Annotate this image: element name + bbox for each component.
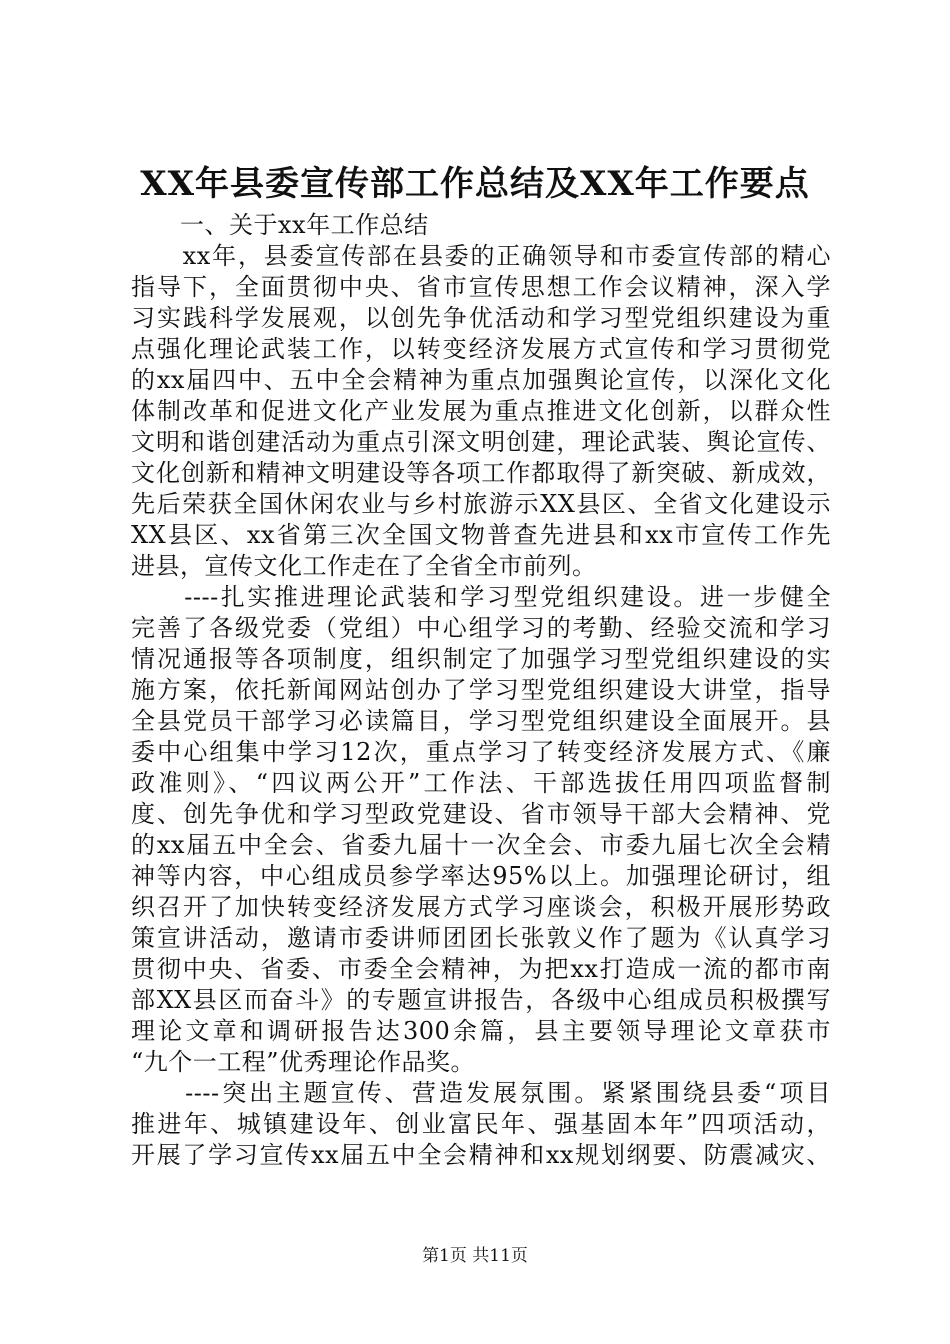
text-line: 贯彻中央、省委、市委全会精神，为把xx打造成一流的都市南 (131, 955, 831, 983)
text-line: 习实践科学发展观，以创先争优活动和学习型党组织建设为重 (131, 304, 831, 332)
text-line: 进县，宣传文化工作走在了全省全市前列。 (131, 552, 597, 580)
text-line: 的xx届五中全会、省委九届十一次全会、市委九届七次全会精 (131, 831, 831, 859)
text-line: 织召开了加快转变经济发展方式学习座谈会，积极开展形势政 (131, 893, 831, 921)
document-title: XX年县委宣传部工作总结及XX年工作要点 (140, 164, 810, 204)
text-line: 点强化理论武装工作，以转变经济发展方式宣传和学习贯彻党 (131, 335, 831, 363)
text-line: 文化创新和精神文明建设等各项工作都取得了新突破、新成效， (131, 459, 831, 487)
text-line: 的xx届四中、五中全会精神为重点加强舆论宣传，以深化文化 (131, 366, 831, 394)
text-line: 委中心组集中学习12次，重点学习了转变经济发展方式、《廉 (131, 738, 831, 766)
text-line: 策宣讲活动，邀请市委讲师团团长张敦义作了题为《认真学习 (131, 924, 831, 952)
page-footer: 第1页 共11页 (422, 1246, 528, 1266)
document-body (131, 210, 831, 1171)
text-line: 部XX县区而奋斗》的专题宣讲报告，各级中心组成员积极撰写 (131, 986, 831, 1014)
text-line: 理论文章和调研报告达300余篇，县主要领导理论文章获市 (131, 1017, 831, 1045)
text-line: 推进年、城镇建设年、创业富民年、强基固本年”四项活动， (131, 1110, 831, 1138)
text-line: 政准则》、“四议两公开”工作法、干部选拔任用四项监督制 (131, 769, 831, 797)
text-line: 文明和谐创建活动为重点引深文明创建，理论武装、舆论宣传、 (131, 428, 831, 456)
text-line: xx年，县委宣传部在县委的正确领导和市委宣传部的精心 (131, 242, 831, 270)
text-line: ----扎实推进理论武装和学习型党组织建设。进一步健全 (131, 583, 831, 611)
text-line: 度、创先争优和学习型政党建设、省市领导干部大会精神、党 (131, 800, 831, 828)
text-line: 先后荣获全国休闲农业与乡村旅游示XX县区、全省文化建设示 (131, 490, 831, 518)
text-line: 神等内容，中心组成员参学率达95%以上。加强理论研讨，组 (131, 862, 831, 890)
text-line: 一、关于xx年工作总结 (131, 211, 429, 239)
text-line: 指导下，全面贯彻中央、省市宣传思想工作会议精神，深入学 (131, 273, 831, 301)
text-line: 全县党员干部学习必读篇目，学习型党组织建设全面展开。县 (131, 707, 831, 735)
text-line: 完善了各级党委（党组）中心组学习的考勤、经验交流和学习 (131, 614, 831, 642)
text-line: 施方案，依托新闻网站创办了学习型党组织建设大讲堂，指导 (131, 676, 831, 704)
text-line: ----突出主题宣传、营造发展氛围。紧紧围绕县委“项目 (131, 1079, 831, 1107)
text-line: “九个一工程”优秀理论作品奖。 (131, 1048, 476, 1076)
text-line: 开展了学习宣传xx届五中全会精神和xx规划纲要、防震减灾、 (131, 1141, 831, 1169)
text-line: XX县区、xx省第三次全国文物普查先进县和xx市宣传工作先 (131, 521, 831, 549)
text-line: 体制改革和促进文化产业发展为重点推进文化创新，以群众性 (131, 397, 831, 425)
text-line: 情况通报等各项制度，组织制定了加强学习型党组织建设的实 (131, 645, 831, 673)
